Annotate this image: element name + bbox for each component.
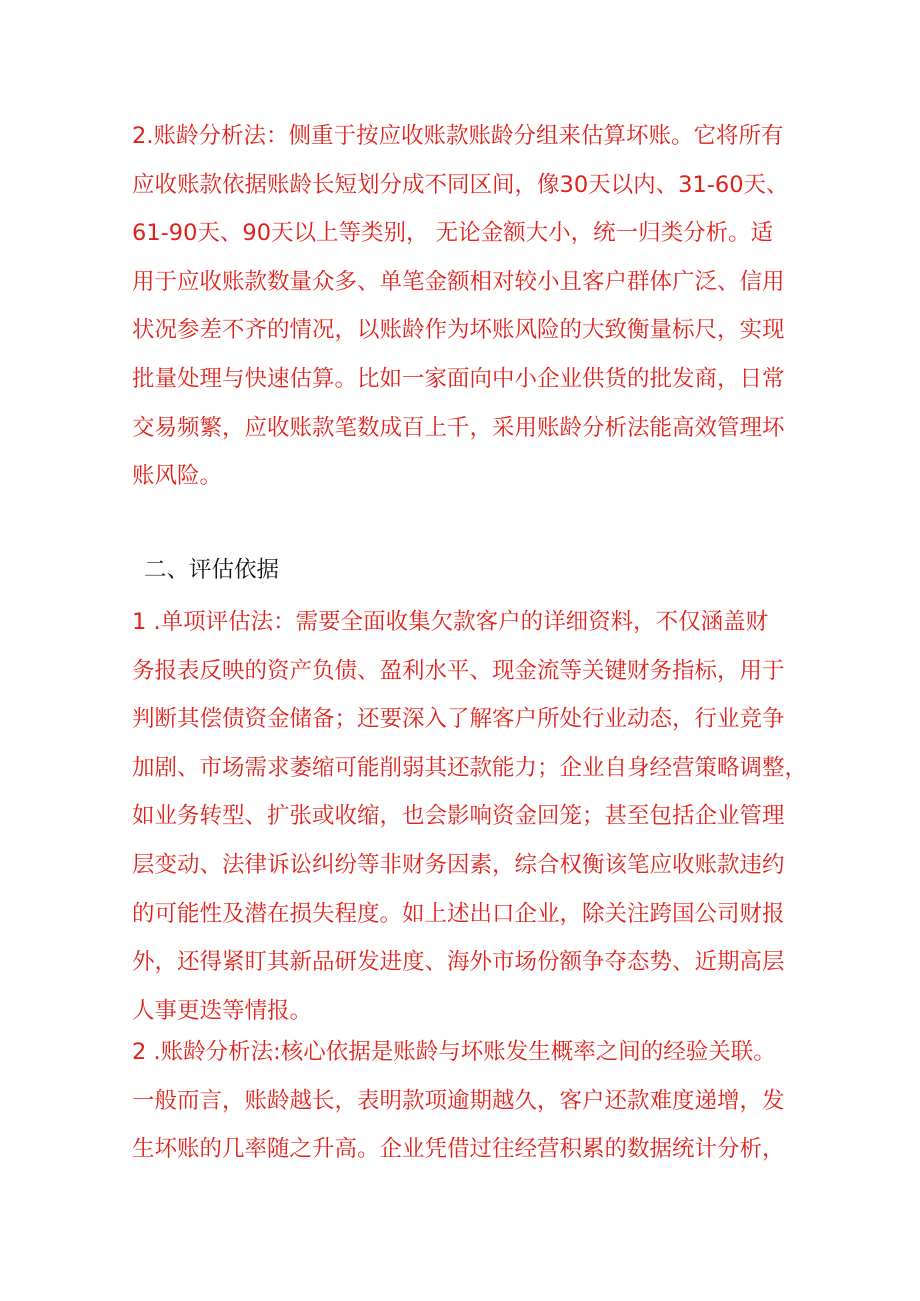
text-line: 交易频繁，应收账款笔数成百上千，采用账龄分析法能高效管理坏 <box>132 414 785 441</box>
text-line: 生坏账的几率随之升高。企业凭借过往经营积累的数据统计分析， <box>132 1136 785 1163</box>
paragraph-aging-analysis-method <box>132 112 800 501</box>
text-line: 61-90天、90天以上等类别， 无论金额大小，统一归类分析。适 <box>132 220 774 247</box>
text-line: 用于应收账款数量众多、单笔金额相对较小且客户群体广泛、信用 <box>132 268 785 295</box>
paragraph-individual-assessment-basis <box>132 598 808 1035</box>
text-line: 应收账款依据账龄长短划分成不同区间，像30天以内、31-60天、 <box>132 171 789 198</box>
text-line: 加剧、市场需求萎缩可能削弱其还款能力；企业自身经营策略调整， <box>132 754 808 781</box>
text-line: 状况参差不齐的情况，以账龄作为坏账风险的大致衡量标尺，实现 <box>132 317 785 344</box>
section-heading: 二、评估依据 <box>144 557 280 583</box>
text-line: 判断其偿债资金储备；还要深入了解客户所处行业动态，行业竞争 <box>132 706 785 733</box>
text-line: 1 .单项评估法：需要全面收集欠款客户的详细资料，不仅涵盖财 <box>132 609 769 635</box>
text-line: 一般而言，账龄越长，表明款项逾期越久，客户还款难度递增，发 <box>132 1087 785 1114</box>
text-line: 人事更迭等情报。 <box>132 997 313 1024</box>
text-line: 批量处理与快速估算。比如一家面向中小企业供货的批发商，日常 <box>132 365 785 392</box>
text-line: 层变动、法律诉讼纠纷等非财务因素，综合权衡该笔应收账款违约 <box>132 851 785 878</box>
section-heading-evaluation-basis <box>144 546 812 595</box>
text-line: 务报表反映的资产负债、盈利水平、现金流等关键财务指标，用于 <box>132 657 785 684</box>
text-line: 2 .账龄分析法:核心依据是账龄与坏账发生概率之间的经验关联。 <box>132 1039 776 1065</box>
text-line: 如业务转型、扩张或收缩，也会影响资金回笼；甚至包括企业管理 <box>132 803 785 830</box>
paragraph-aging-analysis-basis <box>132 1028 800 1174</box>
text-line: 账风险。 <box>132 463 223 490</box>
text-line: 外，还得紧盯其新品研发进度、海外市场份额争夺态势、近期高层 <box>132 949 785 976</box>
text-line: 的可能性及潜在损失程度。如上述出口企业，除关注跨国公司财报 <box>132 900 785 927</box>
text-line: 2.账龄分析法：侧重于按应收账款账龄分组来估算坏账。它将所有 <box>132 123 784 149</box>
